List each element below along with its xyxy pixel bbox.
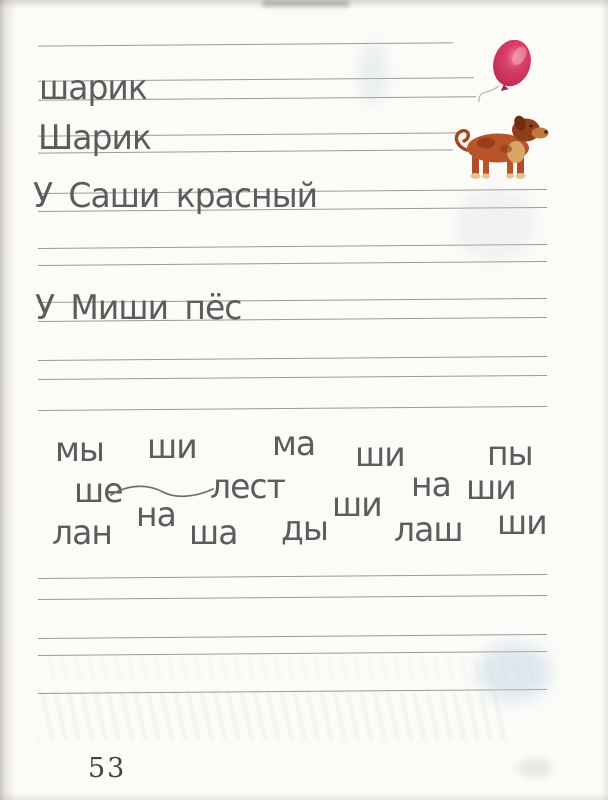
ruled-line xyxy=(38,574,547,579)
show-through-artifact xyxy=(518,758,552,778)
show-through-artifact xyxy=(38,692,508,740)
red-balloon-illustration xyxy=(470,30,542,106)
trace-word-row: Шарик xyxy=(38,118,151,158)
connector-line xyxy=(106,482,218,502)
page-edge-shadow-left xyxy=(0,0,16,800)
ruled-line xyxy=(38,406,547,411)
ruled-line xyxy=(38,261,547,266)
trace-word-row: шарик xyxy=(39,68,147,108)
show-through-artifact xyxy=(40,658,540,682)
practice-syllable: на xyxy=(136,495,176,535)
practice-syllable: лаш xyxy=(394,510,463,550)
ruled-line xyxy=(38,595,547,600)
ruled-line xyxy=(38,42,453,47)
practice-syllable: ше xyxy=(74,471,123,511)
practice-syllable: ши xyxy=(332,485,382,525)
ruled-line xyxy=(38,634,547,639)
trace-word-row: У Миши пёс xyxy=(35,288,242,328)
page-number: 53 xyxy=(88,753,127,784)
practice-syllable: ды xyxy=(281,509,328,549)
scan-smudge xyxy=(262,0,350,7)
practice-syllable: мы xyxy=(55,430,104,470)
ruled-line xyxy=(38,356,547,361)
practice-syllable: лест xyxy=(210,467,285,507)
page-edge-shadow-bottom xyxy=(0,792,608,800)
ruled-line xyxy=(38,375,547,380)
practice-syllable: ши xyxy=(355,435,405,475)
ruled-line xyxy=(38,651,547,656)
show-through-artifact xyxy=(455,188,535,260)
practice-syllable: ша xyxy=(189,513,238,553)
practice-syllable: на xyxy=(411,465,451,505)
practice-syllable: ма xyxy=(272,424,316,464)
trace-word-row: У Саши красный xyxy=(33,176,318,216)
brown-dog-illustration xyxy=(450,110,550,182)
practice-syllable: ши xyxy=(497,503,547,543)
practice-syllable: ши xyxy=(466,468,516,508)
show-through-artifact xyxy=(478,643,550,701)
page-edge-shadow-right xyxy=(601,0,608,800)
practice-syllable: пы xyxy=(487,434,533,474)
practice-syllable: лан xyxy=(52,513,112,553)
show-through-artifact xyxy=(358,42,388,104)
practice-syllable: ши xyxy=(147,427,197,467)
